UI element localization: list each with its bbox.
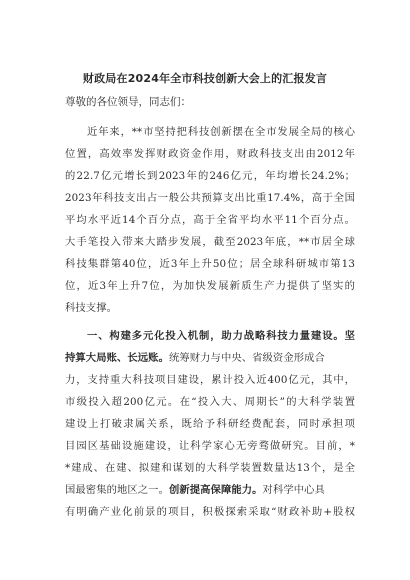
section-heading: 一、构建多元化投入机制，助力战略科技力量建设。坚	[87, 330, 355, 342]
salutation: 尊敬的各位领导，同志们：	[65, 96, 191, 108]
paragraph-2-line: 目园区基础设施建设，让科学家心无旁骛做研究。目前，*	[65, 440, 355, 452]
paragraph-1-line: 2023年科技支出占一般公共预算支出比重17.4%，高于全国	[65, 192, 355, 204]
paragraph-1-line: 平均水平近14个百分点，高于全省平均水平11个百分点。	[65, 214, 355, 226]
paragraph-1-line: 科技支撑。	[65, 302, 117, 314]
paragraph-2-line	[65, 481, 355, 496]
paragraph-1-line: 大手笔投入带来大踏步发展，截至2023年底，**市居全球	[65, 236, 355, 248]
paragraph-2-line	[65, 349, 355, 364]
paragraph-2-text: 统筹财力与中央、省级资金形成合	[168, 352, 325, 364]
subheading-inline: 创新提高保障能力。	[168, 484, 263, 496]
paragraph-1-line: 近年来，**市坚持把科技创新摆在全市发展全局的核心	[87, 126, 355, 138]
paragraph-1-line: 位，近3年上升7位，为加快发展新质生产力提供了坚实的	[65, 280, 355, 292]
paragraph-2-line: 力，支持重大科技项目建设，累计投入近400亿元，其中，	[65, 374, 355, 386]
paragraph-2-line: 市级投入超200亿元。在“投入大、周期长”的大科学装置	[65, 396, 355, 408]
paragraph-1-line: 科技集群第40位，近3年上升50位；居全球科研城市第13	[65, 258, 355, 270]
section-heading-continuation: 持算大局账、长远账。	[65, 352, 169, 364]
paragraph-1-line: 位置，高效率发挥财政资金作用，财政科技支出由2012年	[65, 148, 355, 160]
paragraph-1-line: 的22.7亿元增长到2023年的246亿元，年均增长24.2%；	[65, 170, 355, 182]
paragraph-2-line: 建设上打破隶属关系，既给予科研经费配套，同时承担项	[65, 418, 355, 430]
paragraph-2-line: 有明确产业化前景的项目，积极探索采取“财政补助+股权	[65, 506, 355, 518]
paragraph-2-text: 对科学中心具	[262, 484, 325, 496]
document-title: 财政局在2024年全市科技创新大会上的汇报发言	[82, 72, 328, 85]
paragraph-2-text: 国最密集的地区之一。	[65, 484, 169, 496]
paragraph-2-line: *建成、在建、拟建和谋划的大科学装置数量达13个，是全	[65, 462, 355, 474]
